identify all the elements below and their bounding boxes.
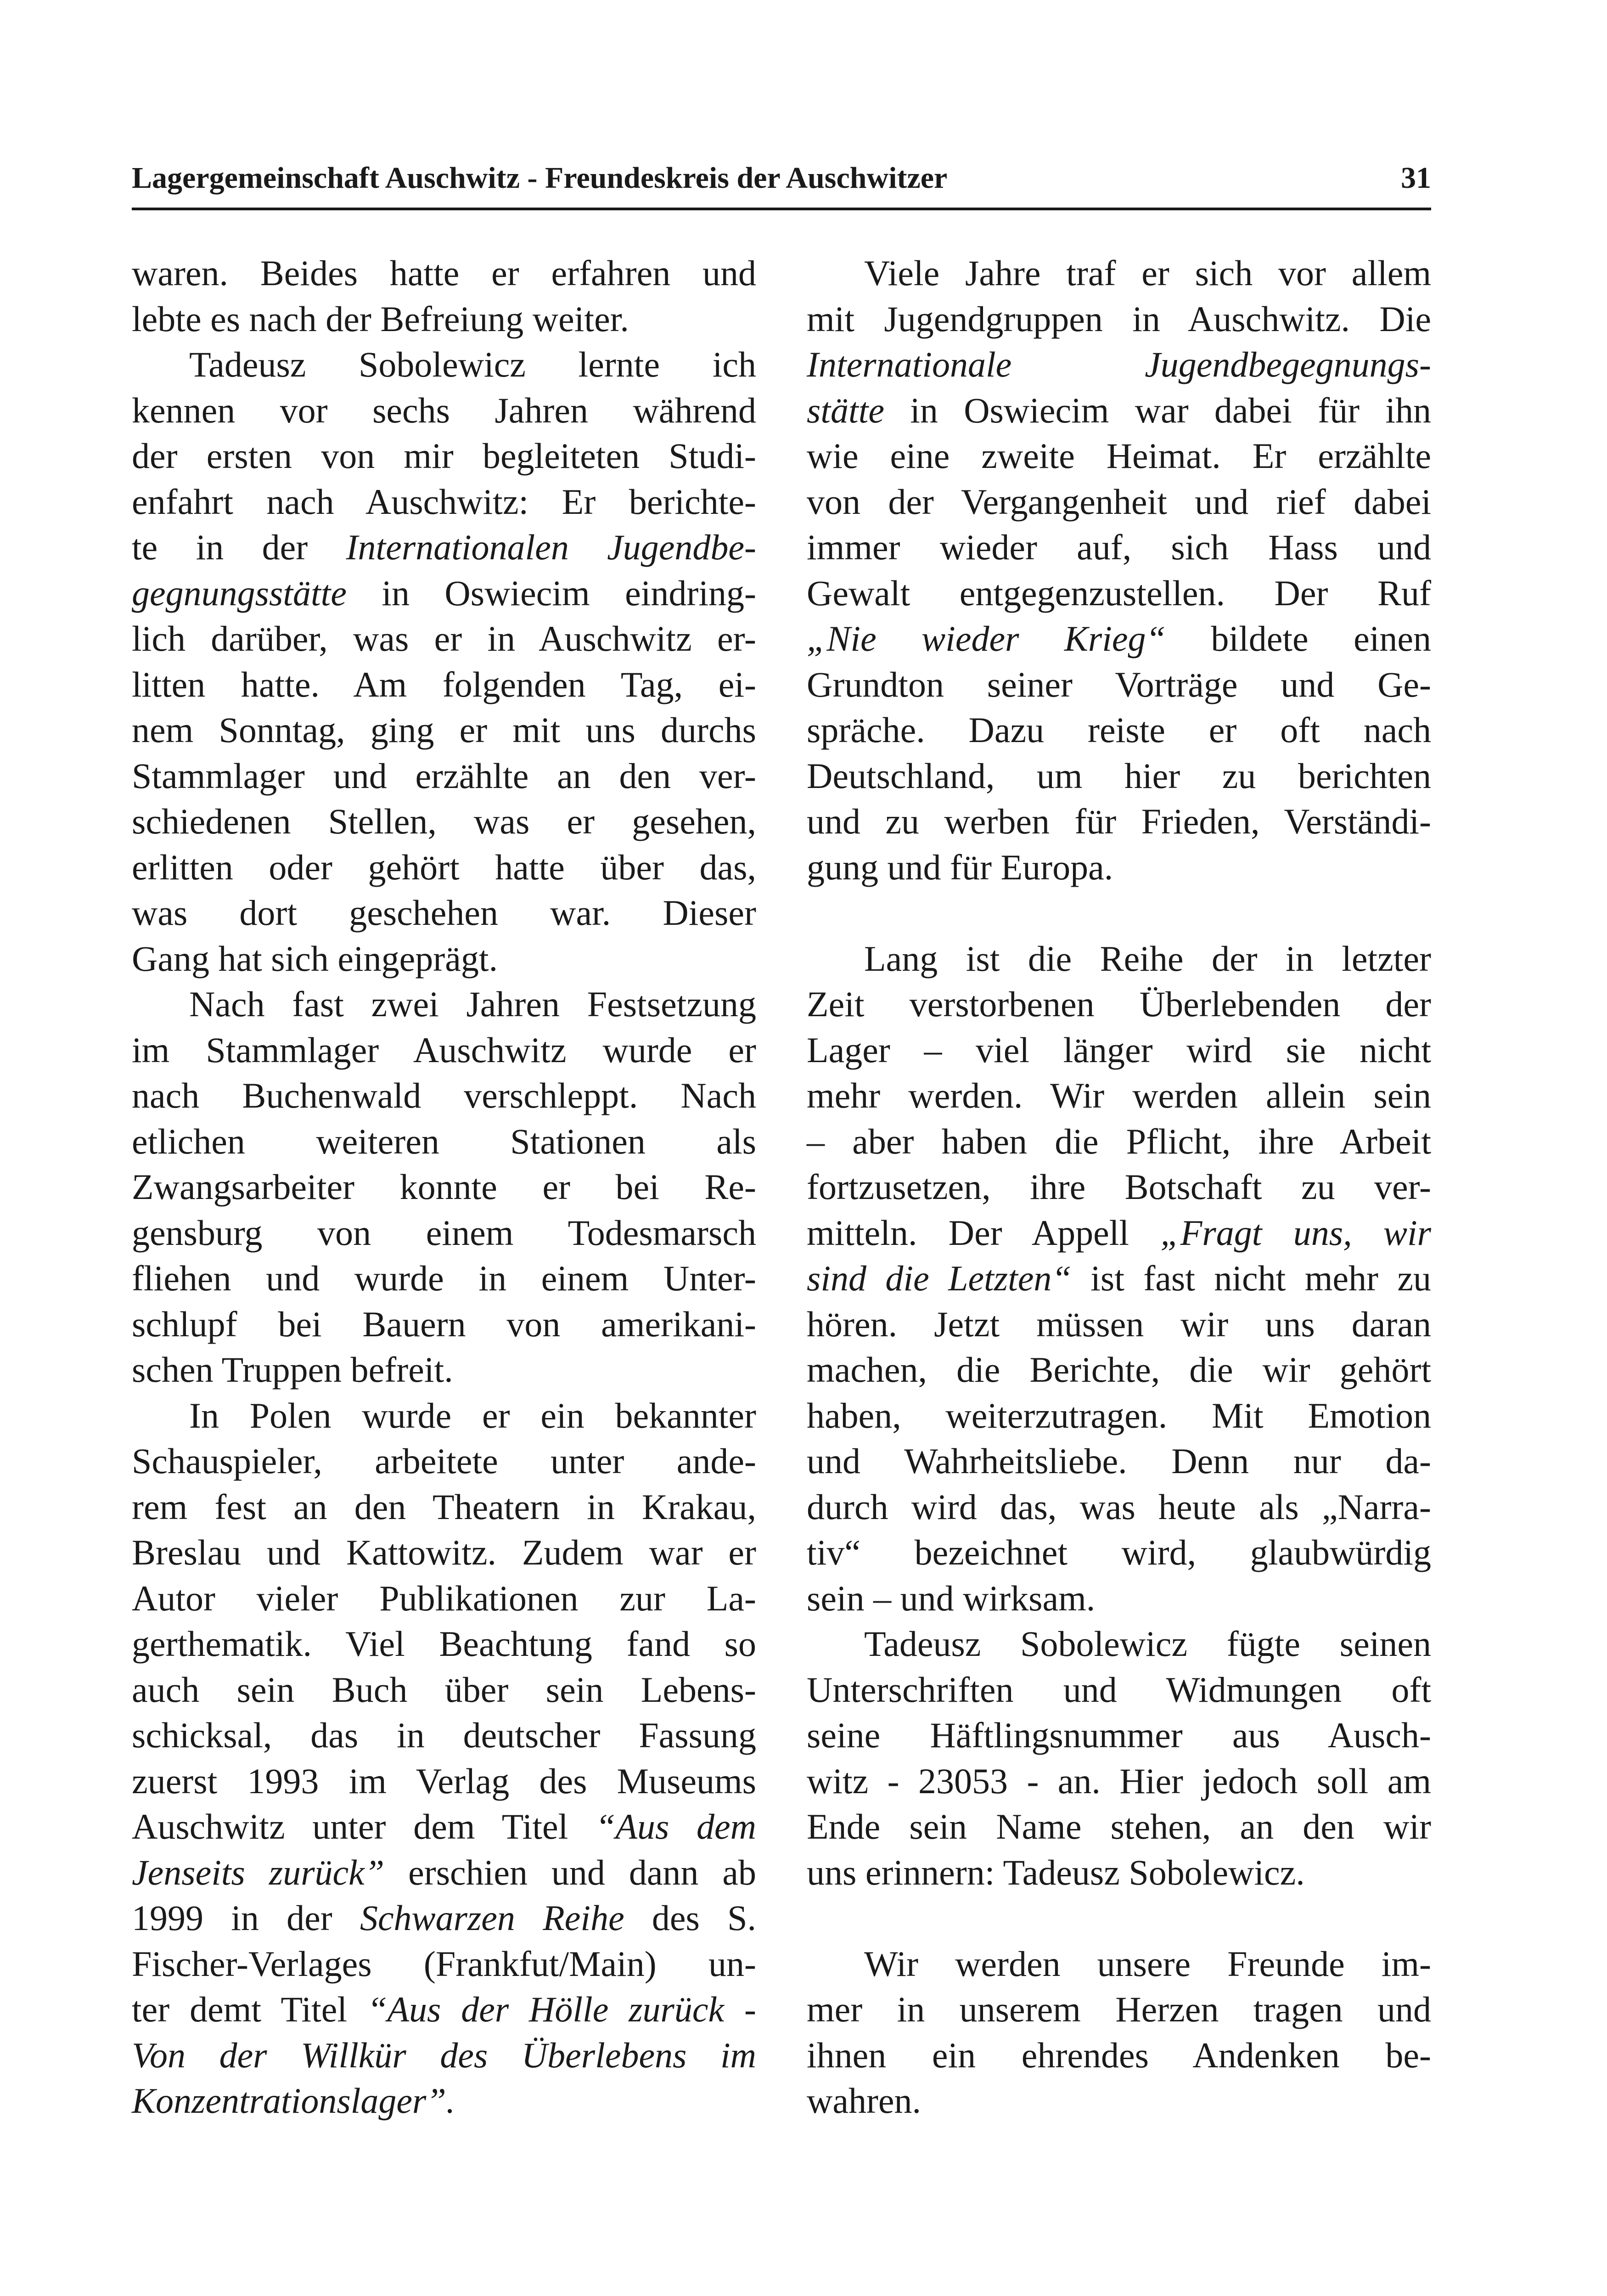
text-line: gerthematik. Viel Beachtung fand so (132, 1624, 756, 1664)
right-text-column (807, 250, 1431, 2124)
text-line: schen Truppen befreit. (132, 1350, 453, 1390)
text-line: gensburg von einem Todesmarsch (132, 1212, 756, 1253)
text-line: uns erinnern: Tadeusz Sobolewicz. (807, 1852, 1305, 1892)
italic-segment: Jenseits zurück” (132, 1852, 385, 1892)
text-line: – aber haben die Pflicht, ihre Arbeit (807, 1121, 1431, 1161)
text-line: schiedenen Stellen, was er gesehen, (132, 801, 756, 841)
text-line (132, 1986, 756, 2032)
text-line (132, 1804, 756, 1850)
text-line: haben, weiterzutragen. Mit Emotion (807, 1395, 1431, 1435)
text-line: Viele Jahre traf er sich vor allem (864, 253, 1431, 293)
text-line: etlichen weiteren Stationen als (132, 1121, 756, 1161)
text-line (807, 388, 1431, 433)
text-line: schicksal, das in deutscher Fassung (132, 1715, 756, 1755)
text-line (132, 2078, 756, 2124)
paragraph-spacer (807, 1895, 1431, 1941)
italic-segment: sind die Letzten“ (807, 1258, 1072, 1298)
text-line: nach Buchenwald verschleppt. Nach (132, 1075, 756, 1115)
text-segment: in Oswiecim eindring- (346, 573, 756, 613)
text-segment: ist fast nicht mehr zu (1071, 1258, 1432, 1298)
text-line: enfahrt nach Auschwitz: Er berichte- (132, 481, 756, 522)
left-text-column (132, 250, 756, 2124)
text-segment: des S. (624, 1898, 757, 1938)
text-line: Unterschriften und Widmungen oft (807, 1669, 1431, 1710)
header-title: Lagergemeinschaft Auschwitz - Freundeskreis der Auschwitzer (132, 161, 948, 195)
text-line (132, 2032, 756, 2078)
text-line: ihnen ein ehrendes Andenken be- (807, 2035, 1431, 2075)
text-line: im Stammlager Auschwitz wurde er (132, 1030, 756, 1070)
text-line: von der Vergangenheit und rief dabei (807, 481, 1431, 522)
text-line: Autor vieler Publikationen zur La- (132, 1578, 756, 1618)
text-line: Tadeusz Sobolewicz fügte seinen (864, 1624, 1431, 1664)
text-segment: bildete einen (1165, 619, 1431, 658)
text-line: der ersten von mir begleiteten Studi- (132, 436, 756, 476)
italic-segment: Schwarzen Reihe (360, 1898, 624, 1938)
text-line: hören. Jetzt müssen wir uns daran (807, 1304, 1431, 1344)
text-segment: erschien und dann ab (384, 1852, 756, 1892)
text-line: gung und für Europa. (807, 847, 1113, 887)
text-line: Deutschland, um hier zu berichten (807, 755, 1431, 796)
text-line (807, 616, 1431, 662)
italic-segment: stätte (807, 390, 884, 430)
text-line (807, 1210, 1431, 1256)
text-line: Zeit verstorbenen Überlebenden der (807, 984, 1431, 1024)
text-line: litten hatte. Am folgenden Tag, ei- (132, 664, 756, 704)
text-line: Stammlager und erzählte an den ver- (132, 755, 756, 796)
text-line: machen, die Berichte, die wir gehört (807, 1350, 1431, 1390)
text-line: durch wird das, was heute als „Narra- (807, 1486, 1431, 1527)
text-line: Lang ist die Reihe der in letzter (864, 938, 1431, 979)
text-line: sein – und wirksam. (807, 1578, 1096, 1618)
text-line: seine Häftlingsnummer aus Ausch- (807, 1715, 1431, 1755)
paragraph-spacer (807, 890, 1431, 936)
text-line: nem Sonntag, ging er mit uns durchs (132, 710, 756, 750)
text-line: waren. Beides hatte er erfahren und (132, 253, 756, 293)
text-line: In Polen wurde er ein bekannter (189, 1395, 756, 1435)
header-rule (132, 208, 1431, 210)
text-line: spräche. Dazu reiste er oft nach (807, 710, 1431, 750)
text-line: Grundton seiner Vorträge und Ge- (807, 664, 1431, 704)
text-line: Tadeusz Sobolewicz lernte ich (189, 344, 756, 384)
text-line: erlitten oder gehört hatte über das, (132, 847, 756, 887)
text-line (132, 1895, 756, 1941)
text-line: und zu werben für Frieden, Verständi- (807, 801, 1431, 841)
text-line: Lager – viel länger wird sie nicht (807, 1030, 1431, 1070)
text-segment: Auschwitz unter dem Titel (132, 1806, 596, 1846)
text-line: was dort geschehen war. Dieser (132, 893, 756, 933)
text-segment: 1999 in der (132, 1898, 360, 1938)
italic-segment: Von der Willkür des Überlebens im (132, 2035, 756, 2075)
text-line: immer wieder auf, sich Hass und (807, 527, 1431, 567)
italic-segment: Konzentrationslager”. (132, 2081, 455, 2121)
text-segment: te in der (132, 527, 346, 567)
page-number: 31 (1401, 161, 1431, 195)
text-line: tiv“ bezeichnet wird, glaubwürdig (807, 1532, 1431, 1572)
text-line: fliehen und wurde in einem Unter- (132, 1258, 756, 1298)
text-line: Wir werden unsere Freunde im- (864, 1943, 1431, 1984)
text-line: schlupf bei Bauern von amerikani- (132, 1304, 756, 1344)
text-line: Gewalt entgegenzustellen. Der Ruf (807, 573, 1431, 613)
italic-segment: “Aus dem (595, 1806, 756, 1846)
text-line: Ende sein Name stehen, an den wir (807, 1806, 1431, 1846)
text-line: Fischer-Verlages (Frankfut/Main) un- (132, 1943, 756, 1984)
text-line: mer in unserem Herzen tragen und (807, 1989, 1431, 2029)
text-line (132, 570, 756, 616)
text-line: wie eine zweite Heimat. Er erzählte (807, 436, 1431, 476)
text-line: Zwangsarbeiter konnte er bei Re- (132, 1167, 756, 1207)
text-line: Nach fast zwei Jahren Festsetzung (189, 984, 756, 1024)
text-line (132, 1850, 756, 1896)
text-line: zuerst 1993 im Verlag des Museums (132, 1761, 756, 1801)
text-line: auch sein Buch über sein Lebens- (132, 1669, 756, 1710)
italic-segment: „Fragt uns, wir (1160, 1212, 1431, 1253)
text-line: lich darüber, was er in Auschwitz er- (132, 619, 756, 658)
italic-segment: gegnungsstätte (132, 573, 347, 613)
text-line: Gang hat sich eingeprägt. (132, 938, 498, 979)
text-line: Breslau und Kattowitz. Zudem war er (132, 1532, 756, 1572)
text-line (807, 1255, 1431, 1301)
italic-segment: “Aus der Hölle zurück - (367, 1989, 756, 2029)
text-line: mehr werden. Wir werden allein sein (807, 1075, 1431, 1115)
text-line: rem fest an den Theatern in Krakau, (132, 1486, 756, 1527)
italic-segment: „Nie wieder Krieg“ (807, 619, 1166, 658)
italic-segment: Internationale Jugendbegegnungs- (807, 344, 1431, 384)
text-segment: in Oswiecim war dabei für ihn (884, 390, 1431, 430)
text-line: Schauspieler, arbeitete unter ande- (132, 1441, 756, 1481)
text-line: kennen vor sechs Jahren während (132, 390, 756, 430)
text-line: witz - 23053 - an. Hier jedoch soll am (807, 1761, 1431, 1801)
text-line: lebte es nach der Befreiung weiter. (132, 298, 629, 339)
text-line: mit Jugendgruppen in Auschwitz. Die (807, 298, 1431, 339)
italic-segment: Internationalen Jugendbe- (346, 527, 757, 567)
text-line (132, 524, 756, 570)
text-segment: ter demt Titel (132, 1989, 367, 2029)
text-line: wahren. (807, 2081, 921, 2121)
text-line: fortzusetzen, ihre Botschaft zu ver- (807, 1167, 1431, 1207)
text-line (807, 342, 1431, 388)
text-segment: mitteln. Der Appell (807, 1212, 1161, 1253)
text-line: und Wahrheitsliebe. Denn nur da- (807, 1441, 1431, 1481)
